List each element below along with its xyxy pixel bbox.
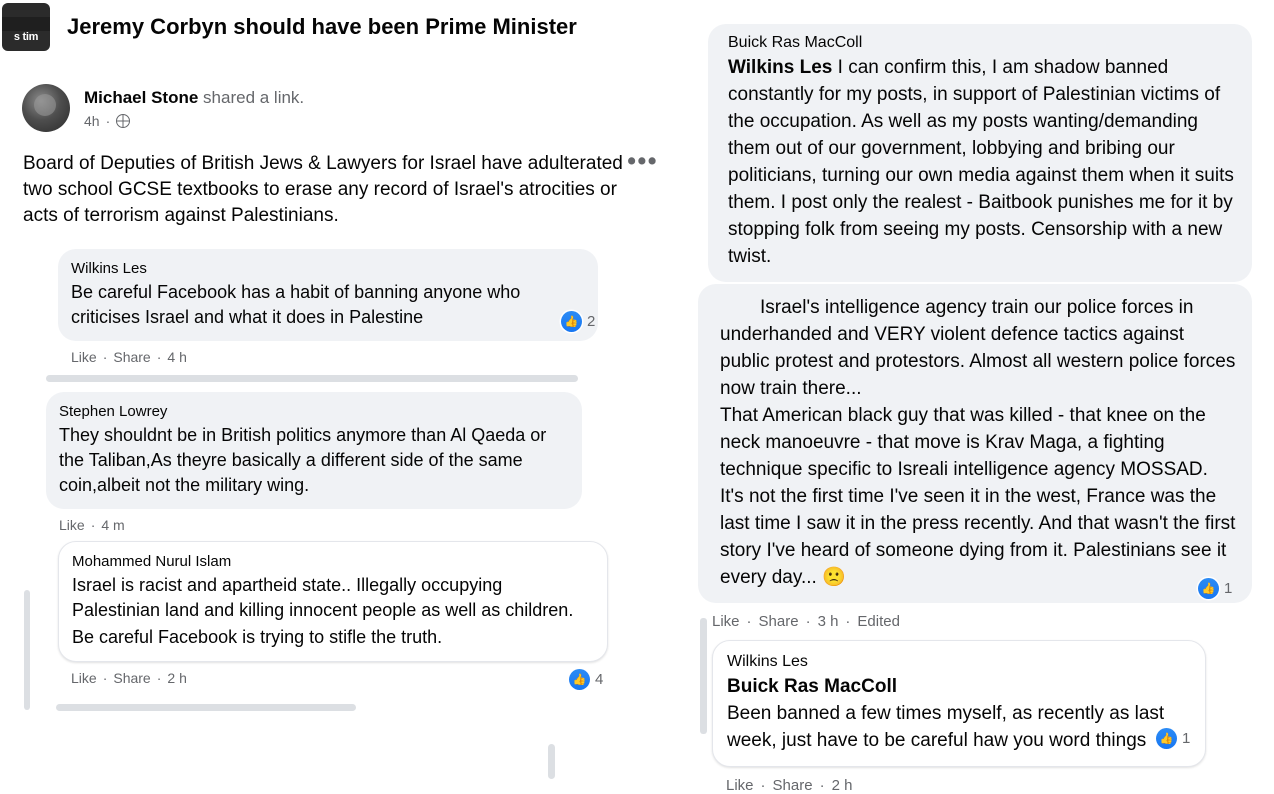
action-separator: · [819,777,825,794]
share-button[interactable]: Share [758,613,799,630]
action-separator: · [805,613,811,630]
reply-mention[interactable]: Buick Ras MacColl [727,676,897,697]
comment-bubble [46,392,582,509]
action-separator: · [102,349,108,365]
action-separator: · [156,349,162,365]
action-separator: · [845,613,851,630]
reaction-count: 2 [587,313,596,330]
post-author-row [84,87,304,109]
right-thread-column [686,0,1274,794]
post-timestamp[interactable]: 4h [84,113,100,129]
comment-timestamp[interactable]: 4 h [167,349,187,365]
reaction-badge[interactable] [1198,578,1232,599]
mention-link[interactable]: Wilkins Les [728,57,833,78]
share-button[interactable]: Share [113,670,151,686]
reply-actions [686,767,1274,794]
comment-author[interactable]: Mohammed Nurul Islam [72,553,232,570]
comment-list [22,249,666,711]
avatar[interactable] [22,84,70,132]
comment-bubble [58,541,608,662]
group-avatar-label: s tim [13,31,39,43]
thread-second-bubble [698,284,1252,603]
like-thumb-icon: 👍 [1156,728,1177,749]
like-button[interactable]: Like [726,777,754,794]
comment-author[interactable]: Stephen Lowrey [59,403,168,420]
sad-face-emoji: 🙁 [822,567,846,588]
post-timestamp-row [84,113,304,129]
reply-bubble [712,640,1206,767]
post-header [22,58,666,132]
post-text: Board of Deputies of British Jews & Lawyers for Israel have adulterated two school GCSE textbooks to erase any record of Israel's atrocities or acts of terrorism against Palestinians. [23,153,623,226]
thread-body [728,54,1236,270]
comment-text-2: Be careful Facebook is trying to stifle the truth. [72,627,443,647]
reply-timestamp[interactable]: 2 h [831,777,853,794]
comment-text: They shouldnt be in British politics anymore than Al Qaeda or the Taliban,As theyre basically a different side of the same coin,albeit not the military wing. [59,425,547,495]
thread-actions [686,603,1274,630]
scroll-divider [46,375,578,382]
comment-author[interactable]: Wilkins Les [71,260,147,277]
reaction-badge[interactable] [1156,728,1190,749]
thread-paragraph-2 [720,402,1236,591]
action-separator: · [746,613,752,630]
list-item [58,541,666,690]
group-title[interactable]: Jeremy Corbyn should have been Prime Minister [67,14,577,39]
reaction-badge[interactable] [561,311,595,332]
comment-actions [46,509,666,537]
meta-separator: · [105,113,111,129]
thread-main-bubble [708,24,1252,282]
reaction-count: 1 [1224,580,1233,597]
thread-body-text: I can confirm this, I am shadow banned constantly for my posts, in support of Palestinian victims of the occupation. As well as my posts wanting/demanding them out of our government, lobbying and bribing our politicians, turning our own media against them when it suits them. I post only the realest - Baitbook punishes me for it by stopping folk from seeing my posts. Censorship with a new twist. [728,57,1234,267]
list-item [46,392,666,537]
action-separator: · [156,670,162,686]
like-thumb-icon: 👍 [569,669,590,690]
post-meta [84,84,304,129]
thread-author[interactable]: Buick Ras MacColl [728,34,863,51]
comment-text: Be careful Facebook has a habit of banning anyone who criticises Israel and what it does in Palestine [71,282,521,327]
thread-timestamp[interactable]: 3 h [817,613,839,630]
ellipsis-icon[interactable]: ••• [627,147,658,175]
post [0,58,686,711]
list-item [58,249,666,369]
like-button[interactable]: Like [712,613,740,630]
group-header [0,0,686,58]
edited-label: Edited [857,613,900,630]
post-action-text: shared a link. [203,88,305,107]
group-avatar[interactable] [2,3,50,51]
like-button[interactable]: Like [71,670,97,686]
thread-paragraph-2-text: That American black guy that was killed - that knee on the neck manoeuvre - that move is Krav Maga, a fighting technique specific to Isreali intelligence agency MOSSAD. It's not the first time I've seen it in the west, France was the last time I saw it in the press recently. And that wasn't the first story I've heard of someone dying from it. Palestinians see it every day... [720,405,1236,588]
action-separator: · [760,777,766,794]
thread-paragraph-1: Israel's intelligence agency train our police forces in underhanded and VERY violent defence tactics against public protest and protestors. Almost all western police forces now train there... [720,297,1236,399]
like-thumb-icon: 👍 [561,311,582,332]
comment-bubble [58,249,598,341]
reply-thread-rail [700,618,707,734]
globe-icon[interactable] [116,114,130,128]
comment-actions [58,341,666,369]
like-button[interactable]: Like [59,517,85,533]
like-thumb-icon: 👍 [1198,578,1219,599]
comment-thread-rail [24,590,30,710]
reaction-count: 1 [1182,730,1191,747]
like-button[interactable]: Like [71,349,97,365]
reply-author[interactable]: Wilkins Les [727,653,808,670]
reaction-count: 4 [595,671,604,688]
share-button[interactable]: Share [772,777,813,794]
post-author[interactable]: Michael Stone [84,88,199,107]
action-separator: · [102,670,108,686]
reply-text: Been banned a few times myself, as recently as last week, just have to be careful haw you word things [727,703,1165,751]
action-separator: · [90,517,96,533]
group-avatar-band [2,17,50,31]
scroll-divider [56,704,356,711]
comment-text: Israel is racist and apartheid state.. Illegally occupying Palestinian land and killing innocent people as well as children. [72,575,574,620]
share-button[interactable]: Share [113,349,151,365]
comment-timestamp[interactable]: 4 m [101,517,125,533]
comment-timestamp[interactable]: 2 h [167,670,187,686]
scroll-indicator[interactable] [548,744,555,779]
reaction-badge[interactable] [569,669,603,690]
